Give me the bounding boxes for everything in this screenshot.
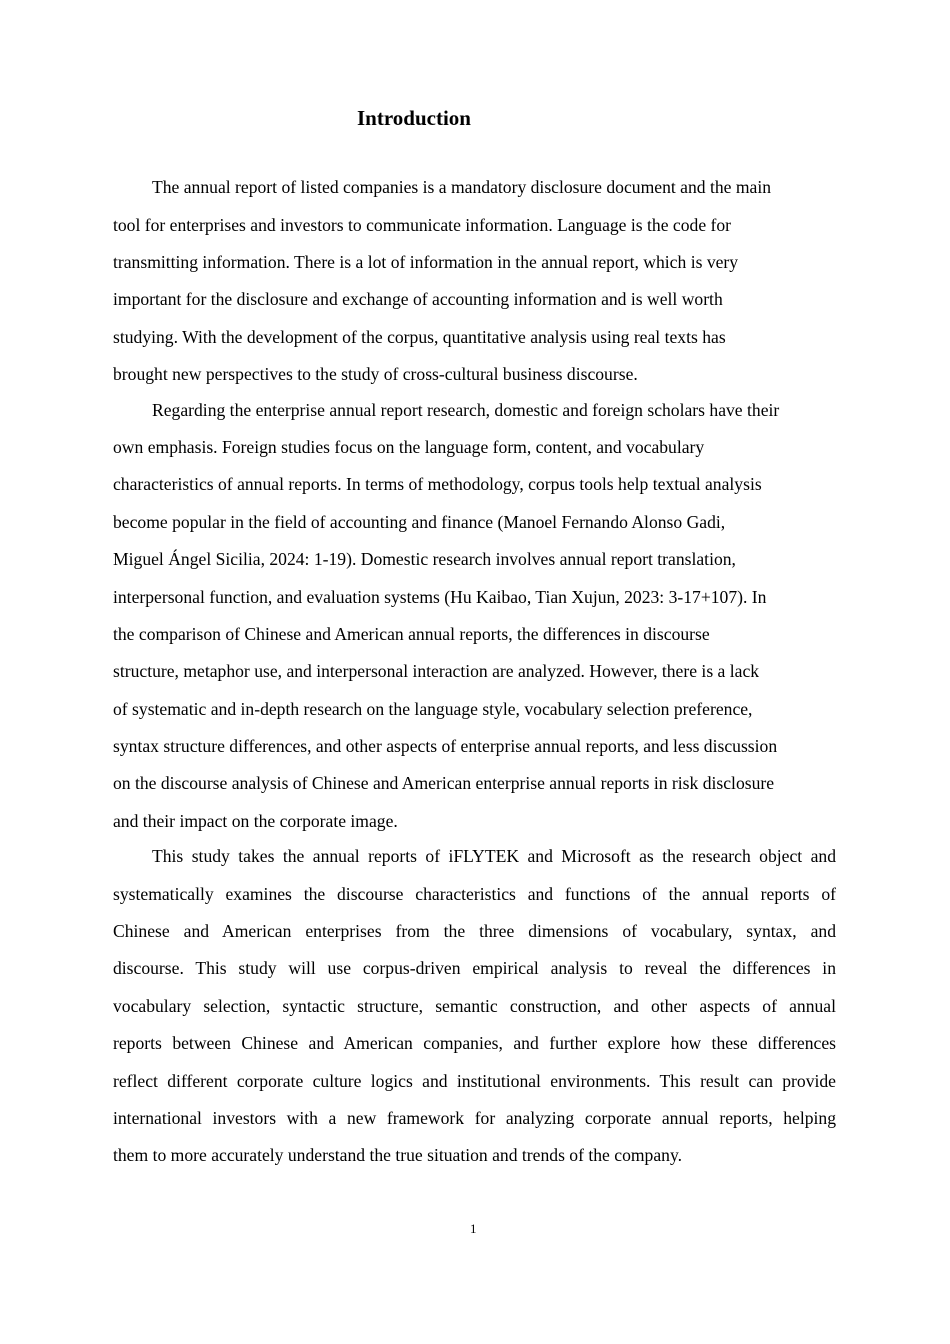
- text-line: systematically examines the discourse characteristics and functions of the annual reports of: [113, 884, 836, 904]
- page-number: 1: [470, 1221, 477, 1236]
- text-line: of systematic and in-depth research on the language style, vocabulary selection preference,: [113, 699, 753, 719]
- text-line: The annual report of listed companies is a mandatory disclosure document and the main: [152, 177, 772, 197]
- text-line: international investors with a new framework for analyzing corporate annual reports, helping: [113, 1108, 836, 1128]
- text-line: them to more accurately understand the true situation and trends of the company.: [113, 1145, 683, 1165]
- text-line: become popular in the field of accounting and finance (Manoel Fernando Alonso Gadi,: [113, 512, 726, 532]
- text-line: reports between Chinese and American companies, and further explore how these differences: [113, 1033, 836, 1053]
- text-line: reflect different corporate culture logics and institutional environments. This result can provide: [113, 1071, 836, 1091]
- text-line: vocabulary selection, syntactic structure, semantic construction, and other aspects of annual: [113, 996, 836, 1016]
- text-line: This study takes the annual reports of iFLYTEK and Microsoft as the research object and: [152, 846, 836, 866]
- text-line: Chinese and American enterprises from the three dimensions of vocabulary, syntax, and: [113, 921, 836, 941]
- text-line: Regarding the enterprise annual report research, domestic and foreign scholars have their: [152, 400, 780, 420]
- text-line: characteristics of annual reports. In terms of methodology, corpus tools help textual analysis: [113, 474, 762, 494]
- text-line: brought new perspectives to the study of cross-cultural business discourse.: [113, 364, 638, 384]
- text-line: important for the disclosure and exchange of accounting information and is well worth: [113, 289, 723, 309]
- text-line: on the discourse analysis of Chinese and American enterprise annual reports in risk disclosure: [113, 773, 775, 793]
- text-line: the comparison of Chinese and American annual reports, the differences in discourse: [113, 624, 710, 644]
- text-line: studying. With the development of the corpus, quantitative analysis using real texts has: [113, 327, 726, 347]
- text-line: transmitting information. There is a lot of information in the annual report, which is very: [113, 252, 739, 272]
- text-line: and their impact on the corporate image.: [113, 811, 398, 831]
- text-line: structure, metaphor use, and interpersonal interaction are analyzed. However, there is a lack: [113, 661, 760, 681]
- text-line: tool for enterprises and investors to communicate information. Language is the code for: [113, 215, 732, 235]
- text-line: discourse. This study will use corpus-driven empirical analysis to reveal the differences in: [113, 958, 836, 978]
- text-line: syntax structure differences, and other aspects of enterprise annual reports, and less discussion: [113, 736, 778, 756]
- section-heading: Introduction: [357, 106, 471, 130]
- text-line: own emphasis. Foreign studies focus on the language form, content, and vocabulary: [113, 437, 705, 457]
- text-line: interpersonal function, and evaluation systems (Hu Kaibao, Tian Xujun, 2023: 3-17+107). In: [113, 587, 767, 607]
- text-line: Miguel Ángel Sicilia, 2024: 1-19). Domestic research involves annual report translation,: [113, 549, 736, 569]
